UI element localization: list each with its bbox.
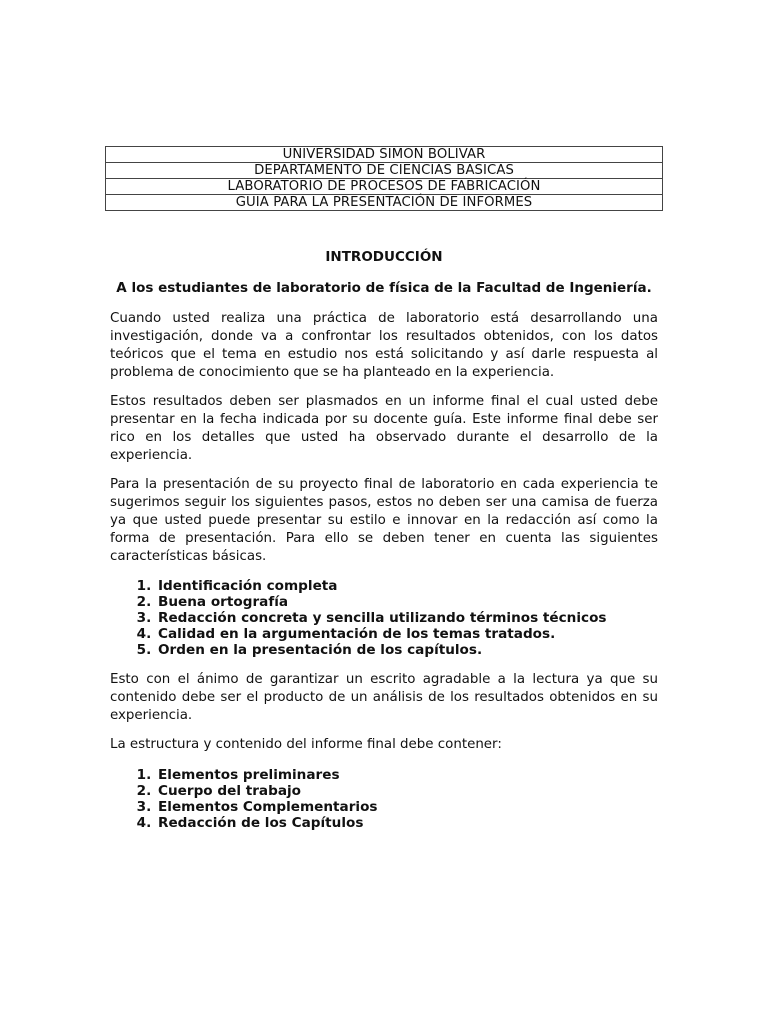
header-department: DEPARTAMENTO DE CIENCIAS BASICAS: [106, 163, 663, 179]
structure-list: [110, 767, 658, 831]
list-item: 3. Redacción concreta y sencilla utilizando términos técnicos: [156, 610, 658, 626]
list-item: 2. Buena ortografía: [156, 594, 658, 610]
paragraph-3: Para la presentación de su proyecto final de laboratorio en cada experiencia te sugerimos seguir los siguientes pasos, estos no deben ser una camisa de fuerza ya que usted puede presentar su estilo e innovar en la redacción así como la forma de presentación. Para ello se deben tener en cuenta las siguientes características básicas.: [110, 477, 658, 564]
list-item: 2. Cuerpo del trabajo: [156, 783, 658, 799]
paragraph-2: Estos resultados deben ser plasmados en un informe final el cual usted debe presentar en la fecha indicada por su docente guía. Este informe final debe ser rico en los detalles que usted ha observado durante el desarrollo de la experiencia.: [110, 394, 658, 463]
list-item: 4. Calidad en la argumentación de los temas tratados.: [156, 626, 658, 642]
characteristics-list: [110, 578, 658, 658]
section-subtitle: A los estudiantes de laboratorio de física de la Facultad de Ingeniería.: [116, 280, 652, 296]
paragraph-4: Esto con el ánimo de garantizar un escrito agradable a la lectura ya que su contenido debe ser el producto de un análisis de los resultados obtenidos en su experiencia.: [110, 672, 658, 723]
institution-header-table: [105, 146, 663, 211]
section-title: INTRODUCCIÓN: [325, 249, 443, 265]
list-item: 3. Elementos Complementarios: [156, 799, 658, 815]
list-item: 5. Orden en la presentación de los capítulos.: [156, 642, 658, 658]
document-page: [110, 146, 658, 831]
list-item: 4. Redacción de los Capítulos: [156, 815, 658, 831]
list-item: 1. Elementos preliminares: [156, 767, 658, 783]
paragraph-1: Cuando usted realiza una práctica de laboratorio está desarrollando una investigación, donde va a confrontar los resultados obtenidos, con los datos teóricos que el tema en estudio nos está solicitando y así darle respuesta al problema de conocimiento que se ha planteado en la experiencia.: [110, 311, 658, 380]
structure-intro: La estructura y contenido del informe final debe contener:: [110, 737, 502, 752]
header-guide-title: GUIA PARA LA PRESENTACIÓN DE INFORMES: [106, 195, 663, 211]
header-laboratory: LABORATORIO DE PROCESOS DE FABRICACIÓN: [106, 179, 663, 195]
header-university: UNIVERSIDAD SIMON BOLIVAR: [106, 147, 663, 163]
list-item: 1. Identificación completa: [156, 578, 658, 594]
